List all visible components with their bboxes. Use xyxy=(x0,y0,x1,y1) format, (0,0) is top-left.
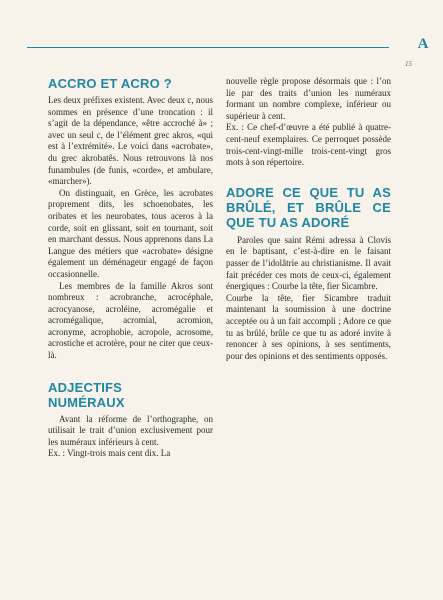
heading-adore-ce-que-tu: ADORE CE QUE TU AS BRÛLÉ, ET BRÛLE CE QUE TU AS ADORÉ xyxy=(226,184,391,230)
paragraph: Les membres de la famille Akros sont nombreux : acrobranche, acrocéphale, acrocyanose, acroléine, acromégalie et acromégalique, acromial, acromion, acronyme, acrophobie, acropole, acrosome, acrostiche et acrotère, pour ne citer que ceux-là. xyxy=(48,280,213,361)
paragraph: Courbe la tête, fier Sicambre traduit maintenant la soumission à une doctrine acceptée ou à un fait accompli ; Adore ce que tu as brûlé, brûle ce que tu as adoré invite à renoncer à ses opinions, à ses sentiments, pour des opinions et des sentiments opposés. xyxy=(226,292,391,361)
heading-accro-acro: ACCRO ET ACRO ? xyxy=(48,76,172,91)
right-column xyxy=(226,76,391,362)
paragraph: On distinguait, en Grèce, les acrobates proprement dits, les schoenobates, les oribates et les neurobates, tous aceros à la corde, soit en glissant, soit en tournant, soit en marchant dessus. Nous apprenons dans La Langue des métiers que «acrobate» désigne également un déménageur engagé de façon occasionnelle. xyxy=(48,187,213,279)
paragraph: Ex. : Vingt-trois mais cent dix. La xyxy=(48,448,171,459)
paragraph: Ex. : Ce chef-d’œuvre a été publié à quatre-cent-neuf exemplaires. Ce perroquet possède trois-cent-vingt-mille trois-cent-vingt gros mots à son répertoire. xyxy=(226,122,391,168)
paragraph: Paroles que saint Rémi adressa à Clovis en le baptisant, c’est-à-dire en le faisant passer de l’idolâtrie au christianisme. Il avait fait précéder ces mots de ceux-ci, également énergiques : Courbe la tête, fier Sicambre. xyxy=(226,234,391,292)
paragraph: Les deux préfixes existent. Avec deux c, nous sommes en présence d’une troncation : il s’agit de la dépendance, «être accroché à» ; avec un seul c, de l’élément grec akros, «qui est à l’extrémité». Le voici dans «acrobate», du grec akrobatês. Nous retrouvons là nos funambules (de funis, «corde», et ambulare, «marcher»). xyxy=(48,95,213,187)
heading-adjectifs-numeraux: ADJECTIFS NUMÉRAUX xyxy=(48,379,125,410)
paragraph: Avant la réforme de l’orthographe, on utilisait le trait d’union exclusivement pour les numéraux inférieurs à cent. xyxy=(48,413,213,447)
page-number: 15 xyxy=(405,60,412,68)
paragraph: nouvelle règle propose désormais que : l’on lie par des traits d’union les numéraux formant un nombre complexe, inférieur ou supérieur à cent. xyxy=(226,76,391,121)
left-column xyxy=(48,76,213,460)
header-rule xyxy=(27,47,389,48)
section-letter: A xyxy=(417,36,429,52)
